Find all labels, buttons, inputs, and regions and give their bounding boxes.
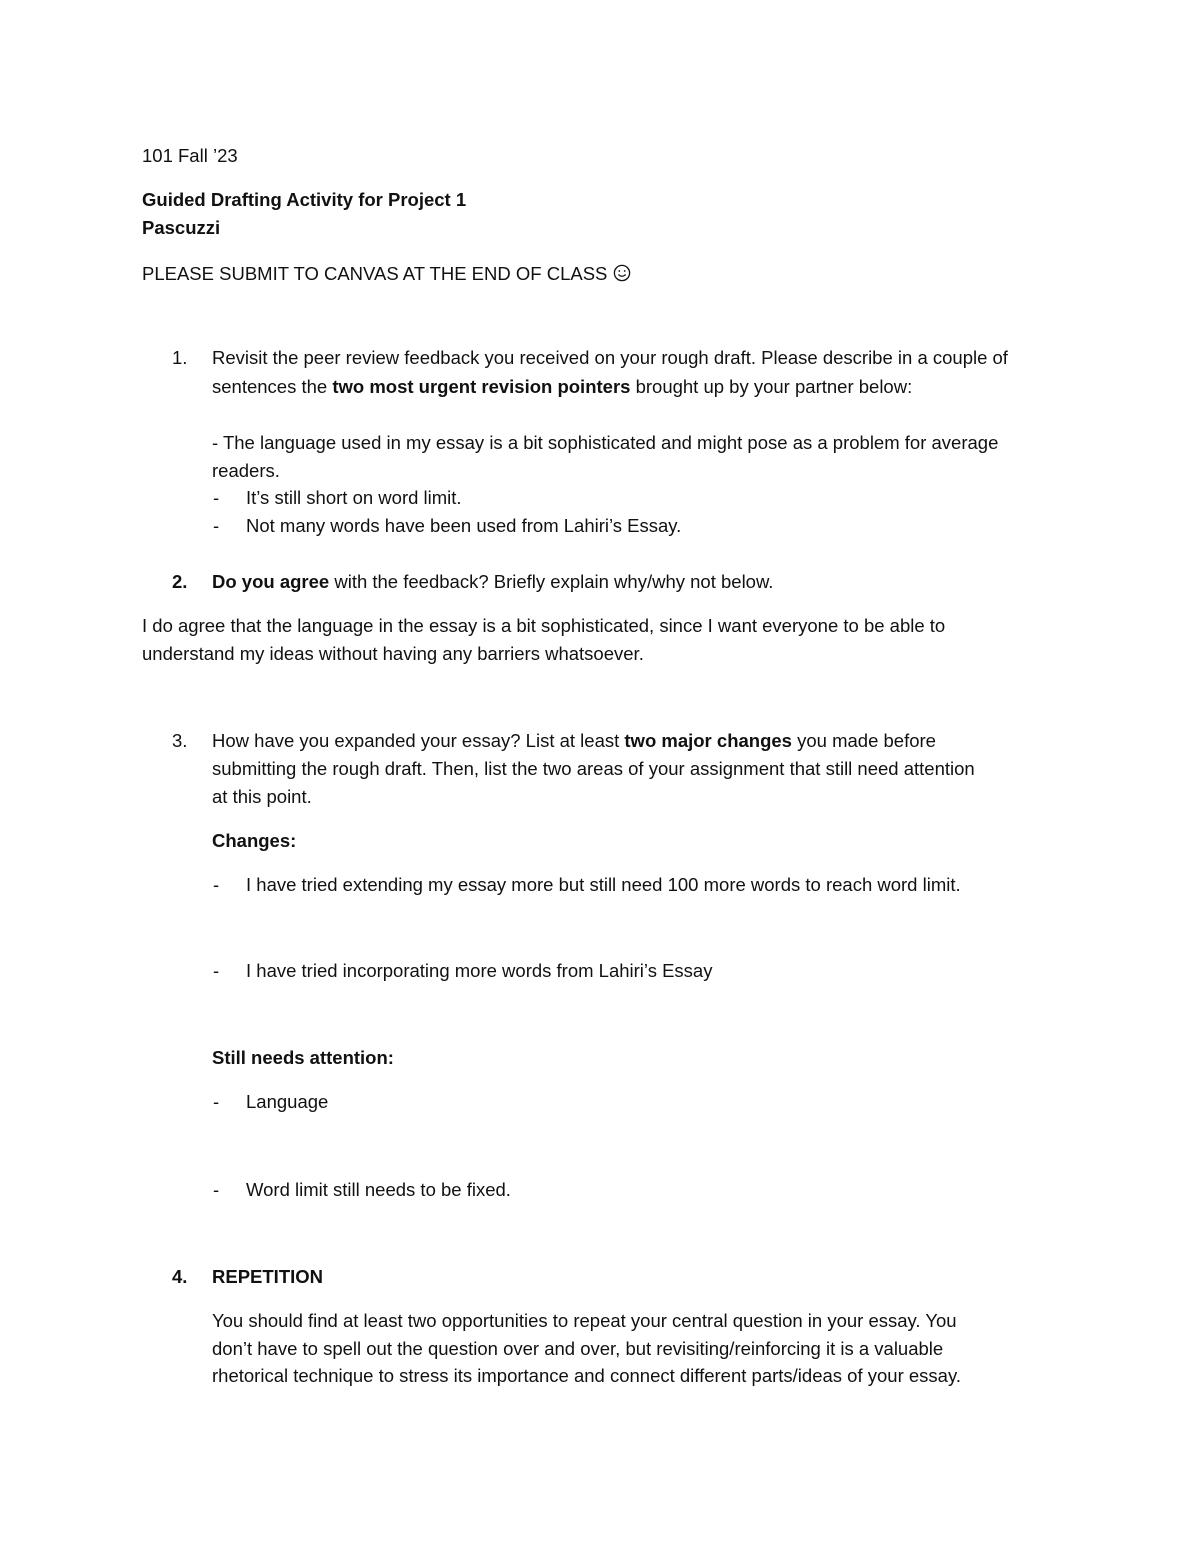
question-4-text-line-1: You should find at least two opportunities to repeat your central question in your essay. You: [212, 1310, 957, 1331]
answer-1-line-2: readers.: [212, 460, 280, 481]
question-1-text-pre: sentences the: [212, 376, 333, 397]
question-3-text-line-1: [212, 732, 936, 751]
answer-2-line-1: I do agree that the language in the essay is a bit sophisticated, since I want everyone to be able to: [142, 615, 946, 636]
question-2-text-rest: with the feedback? Briefly explain why/why not below.: [329, 571, 774, 592]
question-3-text-line-3: at this point.: [212, 786, 312, 807]
answer-1-line-1: - The language used in my essay is a bit sophisticated and might pose as a problem for average: [212, 432, 999, 453]
answer-1-bullet: It’s still short on word limit.: [246, 487, 462, 508]
question-1-number: 1.: [172, 347, 188, 368]
course-label: 101 Fall ’23: [142, 145, 238, 166]
smiley-face-icon: [613, 264, 631, 286]
attention-bullet: Language: [246, 1091, 329, 1112]
question-3-text-bold: two major changes: [624, 730, 792, 751]
question-4-heading: REPETITION: [212, 1266, 324, 1287]
changes-heading: Changes:: [212, 830, 297, 851]
instructor-name: Pascuzzi: [142, 217, 221, 238]
changes-bullet-dash: -: [213, 874, 220, 895]
attention-bullet-dash: -: [213, 1179, 220, 1200]
document-title: Guided Drafting Activity for Project 1: [142, 189, 467, 210]
answer-1-bullet: Not many words have been used from Lahiri’s Essay.: [246, 515, 682, 536]
question-2-text-bold: Do you agree: [212, 571, 330, 592]
attention-bullet: Word limit still needs to be fixed.: [246, 1179, 511, 1200]
question-2-number: 2.: [172, 571, 188, 592]
changes-bullet-dash: -: [213, 960, 220, 981]
question-4-text-line-2: don’t have to spell out the question over and over, but revisiting/reinforcing it is a valuable: [212, 1338, 944, 1359]
question-1-text-bold: two most urgent revision pointers: [332, 376, 631, 397]
question-3-number: 3.: [172, 730, 188, 751]
question-4-text-line-3: rhetorical technique to stress its importance and connect different parts/ideas of your essay.: [212, 1365, 961, 1386]
question-3-text-post: you made before: [791, 730, 936, 751]
attention-heading: Still needs attention:: [212, 1047, 394, 1068]
question-2-text: [212, 573, 773, 592]
question-1-text-line-2: [212, 378, 912, 397]
question-4-number: 4.: [172, 1266, 188, 1287]
answer-1-bullet-dash: -: [213, 515, 220, 536]
changes-bullet: I have tried extending my essay more but still need 100 more words to reach word limit.: [246, 874, 961, 895]
question-1-text-line-1: Revisit the peer review feedback you received on your rough draft. Please describe in a couple of: [212, 347, 1008, 368]
attention-bullet-dash: -: [213, 1091, 220, 1112]
question-1-text-post: brought up by your partner below:: [630, 376, 913, 397]
changes-bullet: I have tried incorporating more words from Lahiri’s Essay: [246, 960, 713, 981]
answer-2-line-2: understand my ideas without having any barriers whatsoever.: [142, 643, 644, 664]
question-3-text-pre: How have you expanded your essay? List at least: [212, 730, 625, 751]
answer-1-bullet-dash: -: [213, 487, 220, 508]
submit-notice: [142, 264, 631, 286]
question-3-text-line-2: submitting the rough draft. Then, list the two areas of your assignment that still need attention: [212, 758, 975, 779]
submit-notice-text: PLEASE SUBMIT TO CANVAS AT THE END OF CLASS: [142, 263, 608, 284]
